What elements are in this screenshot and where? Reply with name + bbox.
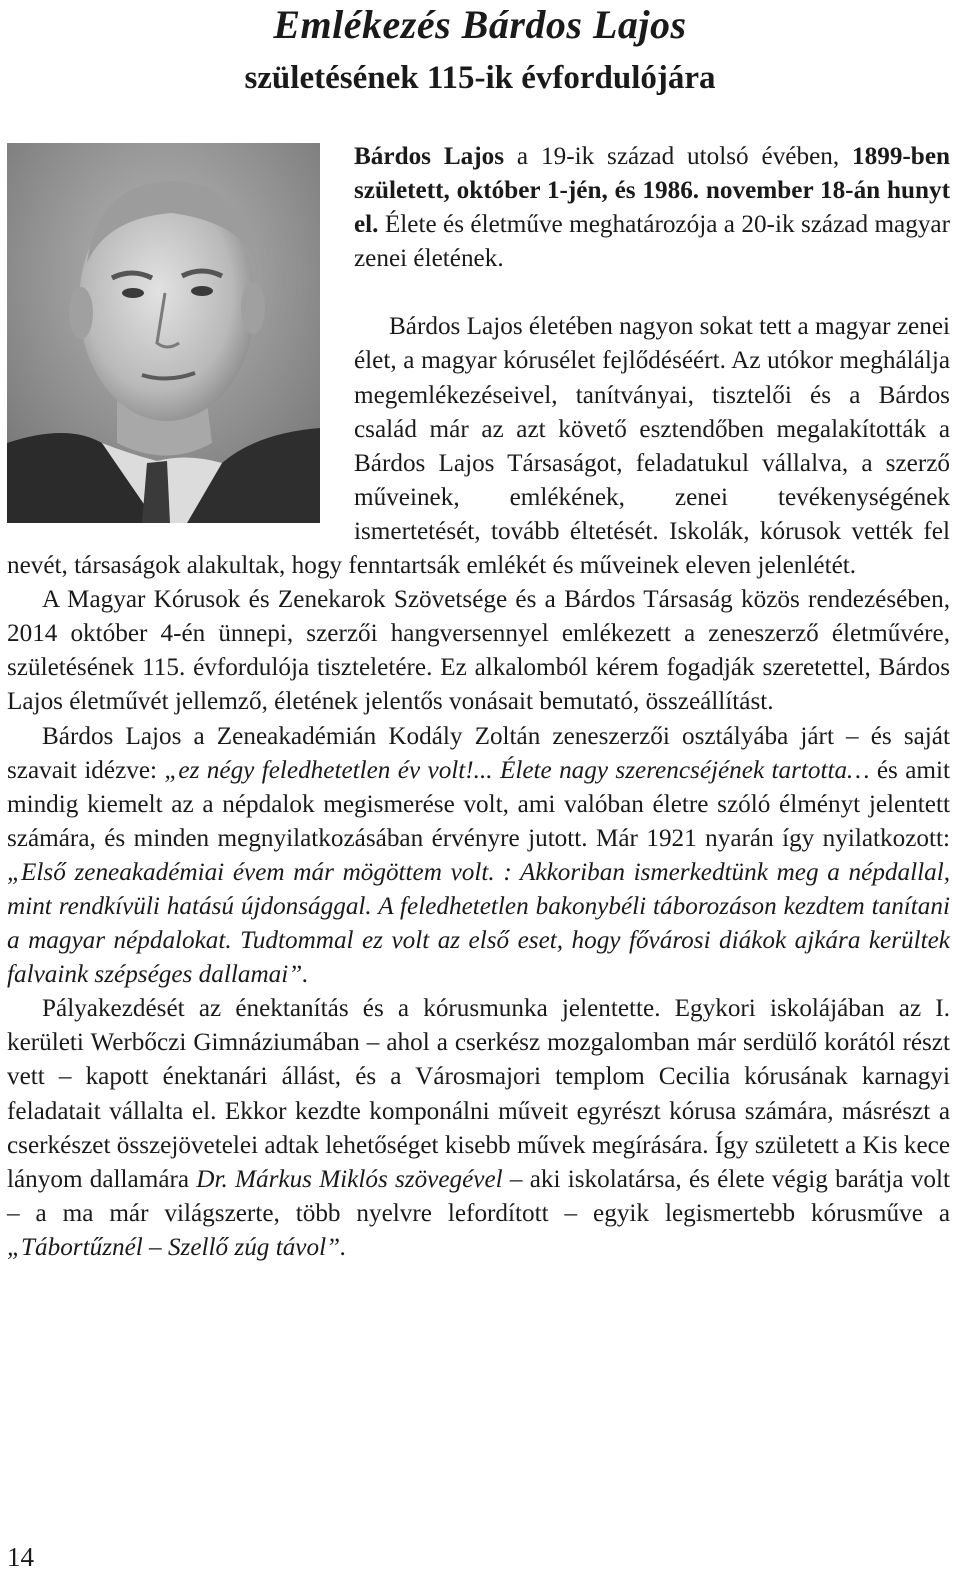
- article-subtitle: születésének 115-ik évfordulójára: [244, 60, 716, 96]
- p5-text-b: – aki iskolatársa, és élete végig barátja volt – a ma már világszerte, több nyelvre lefordított – egyik legismertebb kórusműve a: [7, 1165, 951, 1227]
- p1-text-b: Élete és életműve meghatározója a 20-ik század magyar zenei életének.: [354, 211, 950, 273]
- p1-bold-dates: 1899-ben született, október 1-jén, és 1986. november 18-án hunyt el.: [354, 143, 951, 239]
- p4-quote-b: „Első zeneakadémiai évem már mögöttem volt. : Akkoriban ismerkedtünk meg a népdallal, mint rendkívüli hatású újdonsággal. A feledhetetlen bakonybéli táborozáson kezdtem tanítani a magyar népdalokat. Tudtommal ez volt az első eset, hogy fővárosi diákok ajkára kerültek falvaink szépséges dallamai”.: [7, 858, 950, 989]
- p4-text-b: és amit mindig kiemelt az a népdalok megismerése volt, ami valóban életre szóló élményt jelentett számára, és minden megnyilatkozásában érvényre jutott. Már 1921 nyarán így nyilatkozott:: [7, 756, 950, 852]
- p4-text-a: Bárdos Lajos a Zeneakadémián Kodály Zoltán zeneszerzői osztályába járt – és saját szavait idézve:: [7, 722, 950, 784]
- p5-text-a: Pályakezdését az énektanítás és a kórusmunka jelentette. Egykori iskolájában az I. kerületi Werbőczi Gimnáziumában – ahol a cserkész mozgalomban már serdülő korától részt vett – kapott énektanári állást, és a Városmajori templom Cecilia kórusának karnagyi feladatait vállalta el. Ekkor kezdte komponálni műveit egyrészt kórusa számára, másrészt a cserkészet összejövetelei adtak lehetőséget kisebb művek megírására. Így született a Kis kece lányom dallamára: [7, 995, 950, 1193]
- p1-bold-name: Bárdos Lajos: [354, 143, 505, 170]
- paragraph-3: A Magyar Kórusok és Zenekarok Szövetsége és a Bárdos Társaság közös rendezésében, 2014 október 4-én ünnepi, szerzői hangversennyel emlékezett a zeneszerző életművére, születésének 115. évfordulója tiszteletére. Ez alkalomból kérem fogadják szeretettel, Bárdos Lajos életművét jellemző, életének jelentős vonásait bemutató, összeállítást.: [7, 586, 950, 716]
- p5-italic-b: „Tábortűznél – Szellő zúg távol”.: [7, 1233, 347, 1261]
- p1-text-a: a 19-ik század utolsó évében,: [504, 143, 853, 170]
- p5-italic-a: Dr. Márkus Miklós szövegével: [196, 1165, 503, 1193]
- article-body: [7, 140, 950, 1265]
- page-number: 14: [7, 1542, 34, 1572]
- paragraph-2: Bárdos Lajos életében nagyon sokat tett a magyar zenei élet, a magyar kórusélet fejlődéséért. Az utókor meghálálja megemlékezéseivel, tanítványai, tisztelői és a Bárdos család már az azt követő esztendőben megalakították a Bárdos Lajos Társaságot, feladatukul vállalva, a szerző műveinek, emlékének, zenei tevékenységének ismertetését, tovább éltetését. Iskolák, kórusok vették fel nevét, társaságok alakultak, hogy fenntartsák emlékét és műveinek eleven jelenlétét.: [7, 313, 950, 580]
- photo-wrap-spacer: [7, 140, 354, 525]
- article-title: Emlékezés Bárdos Lajos: [273, 2, 687, 47]
- p4-quote-a: „ez négy feledhetetlen év volt!... Élete nagy szerencséjének tartotta…: [164, 756, 870, 784]
- paragraph-5: [7, 992, 950, 1265]
- paragraph-4: [7, 720, 950, 993]
